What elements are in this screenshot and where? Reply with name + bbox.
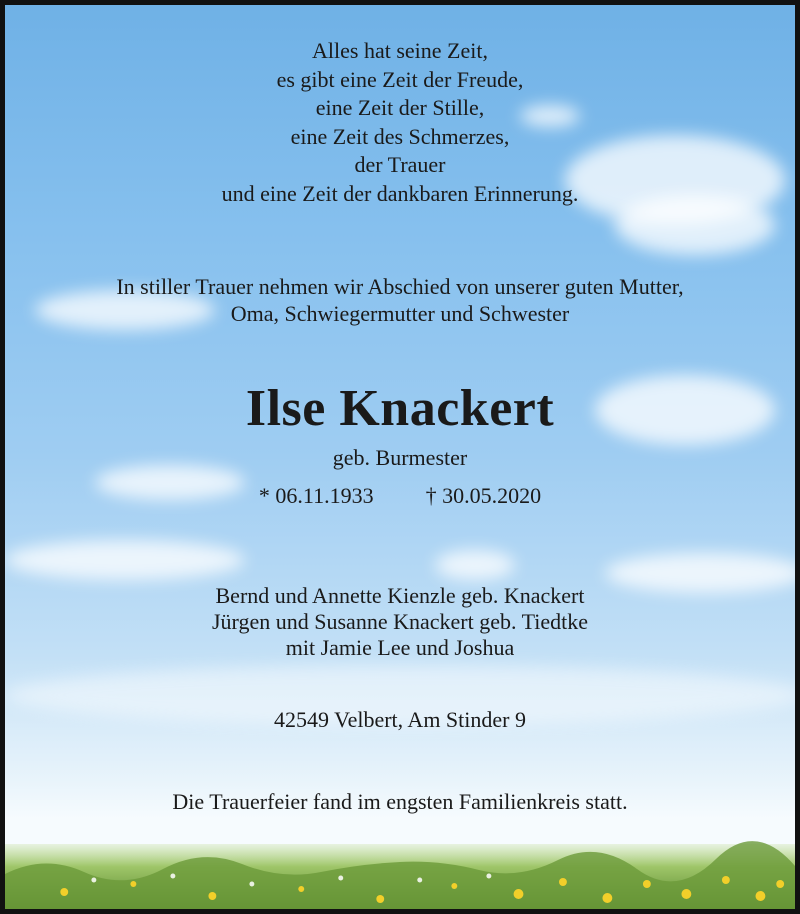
cloud [5,540,245,580]
intro-line: In stiller Trauer nehmen wir Abschied von unserer guten Mutter, [116,274,684,299]
meadow-illustration [5,814,795,909]
family-line: Jürgen und Susanne Knackert geb. Tiedtke [212,609,588,634]
closing-note: Die Trauerfeier fand im engsten Familienkreis statt. [172,789,628,814]
family-list [5,583,795,661]
verse [5,37,795,208]
intro-line: Oma, Schwiegermutter und Schwester [230,301,570,326]
deceased-name: Ilse Knackert [245,380,555,437]
life-dates [5,483,795,509]
verse-line: eine Zeit der Stille, [315,95,485,120]
family-line: Bernd und Annette Kienzle geb. Knackert [215,583,585,608]
verse-line: es gibt eine Zeit der Freude, [276,66,524,92]
verse-line: Alles hat seine Zeit, [312,38,488,63]
intro-text [5,273,795,327]
verse-line: und eine Zeit der dankbaren Erinnerung. [221,180,579,206]
address: 42549 Velbert, Am Stinder 9 [274,707,526,732]
family-line: mit Jamie Lee und Joshua [285,635,515,660]
birth-date: * 06.11.1933 [258,483,374,508]
birth-name: geb. Burmester [332,445,468,470]
cloud [435,550,515,580]
death-date: † 30.05.2020 [425,483,542,508]
verse-line: der Trauer [354,152,446,177]
verse-line: eine Zeit des Schmerzes, [290,123,510,149]
